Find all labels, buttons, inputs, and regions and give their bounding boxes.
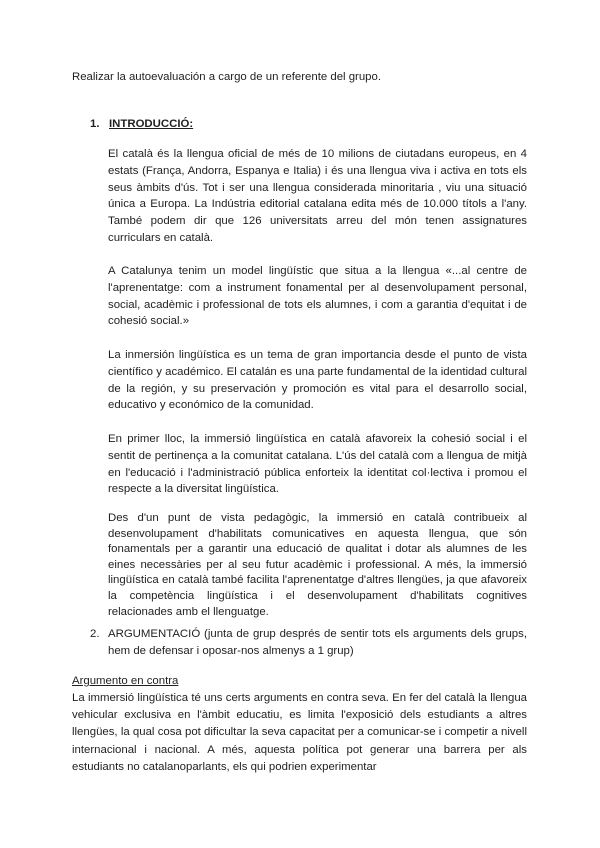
header-note: Realizar la autoevaluación a cargo de un referente del grupo.: [72, 71, 382, 83]
section-2-text: ARGUMENTACIÓ (junta de grup després de sentir tots els arguments dels grups, hem de defensar i oposar-nos almenys a 1 grup): [108, 628, 527, 657]
intro-paragraph-4: En primer lloc, la immersió lingüística en català afavoreix la cohesió social i el sentit de pertinença a la comunitat catalana. L'ús del català com a llengua de mitjà en l'educació i l'administració pública enforteix la identitat col·lectiva i promou el respecte a la diversitat lingüística.: [108, 433, 527, 496]
intro-paragraph-1: El català és la llengua oficial de més de 10 milions de ciutadans europeus, en 4 estats (França, Andorra, Espanya e Italia) i és una llengua viva i activa en tots els seus àmbits d'ús. Tot i ser una llengua considerada minoritaria , viu una situació única a Europa. La Indústria editorial catalana edita més de 10.000 títols a l'any. També podem dir que 126 universitats arreu del món tenen assignatures curriculars en català.: [108, 148, 527, 244]
intro-paragraph-3: La inmersión lingüística es un tema de gran importancia desde el punto de vista científico y académico. El catalán es una parte fundamental de la identidad cultural de la región, y su preservación y promoción es vital para el desarrollo social, educativo y económico de la comunidad.: [108, 349, 527, 412]
intro-paragraph-2: A Catalunya tenim un model lingüístic que situa a la llengua «...al centre de l'aprenentatge: com a instrument fonamental per al desenvolupament personal, social, acadèmic i professional de tots els alumnes, i com a garantia d'equitat i de cohesió social.»: [108, 265, 527, 328]
section-1-title: INTRODUCCIÓ:: [109, 118, 194, 130]
section-2-number: 2.: [90, 628, 100, 640]
section-1-number: 1.: [90, 118, 100, 130]
intro-paragraph-5: Des d'un punt de vista pedagògic, la immersió en català contribueix al desenvolupament d'habilitats comunicatives en aquesta llengua, que són fonamentals per a garantir una educació de qualitat i dotar als alumnes de les eines necessàries per al seu futur acadèmic i professional. A més, la immersió lingüística en català també facilita l'aprenentatge d'altres llengües, ja que afavoreix la competència lingüística i el desenvolupament d'habilitats cognitives relacionades amb el llenguatge.: [108, 512, 527, 618]
section-2-item: [90, 626, 527, 660]
section-1-heading: [90, 118, 193, 130]
against-heading: Argumento en contra: [72, 675, 179, 687]
against-paragraph: La immersió lingüística té uns certs arguments en contra seva. En fer del català la llengua vehicular exclusiva en l'àmbit educatiu, es limita l'exposició dels estudiants a altres llengües, la qual cosa pot dificultar la seva capacitat per a comunicar-se i competir a nivell internacional i nacional. A més, aquesta política pot generar una barrera per als estudiants no catalanoparlants, els qui podrien experimentar: [72, 692, 527, 773]
